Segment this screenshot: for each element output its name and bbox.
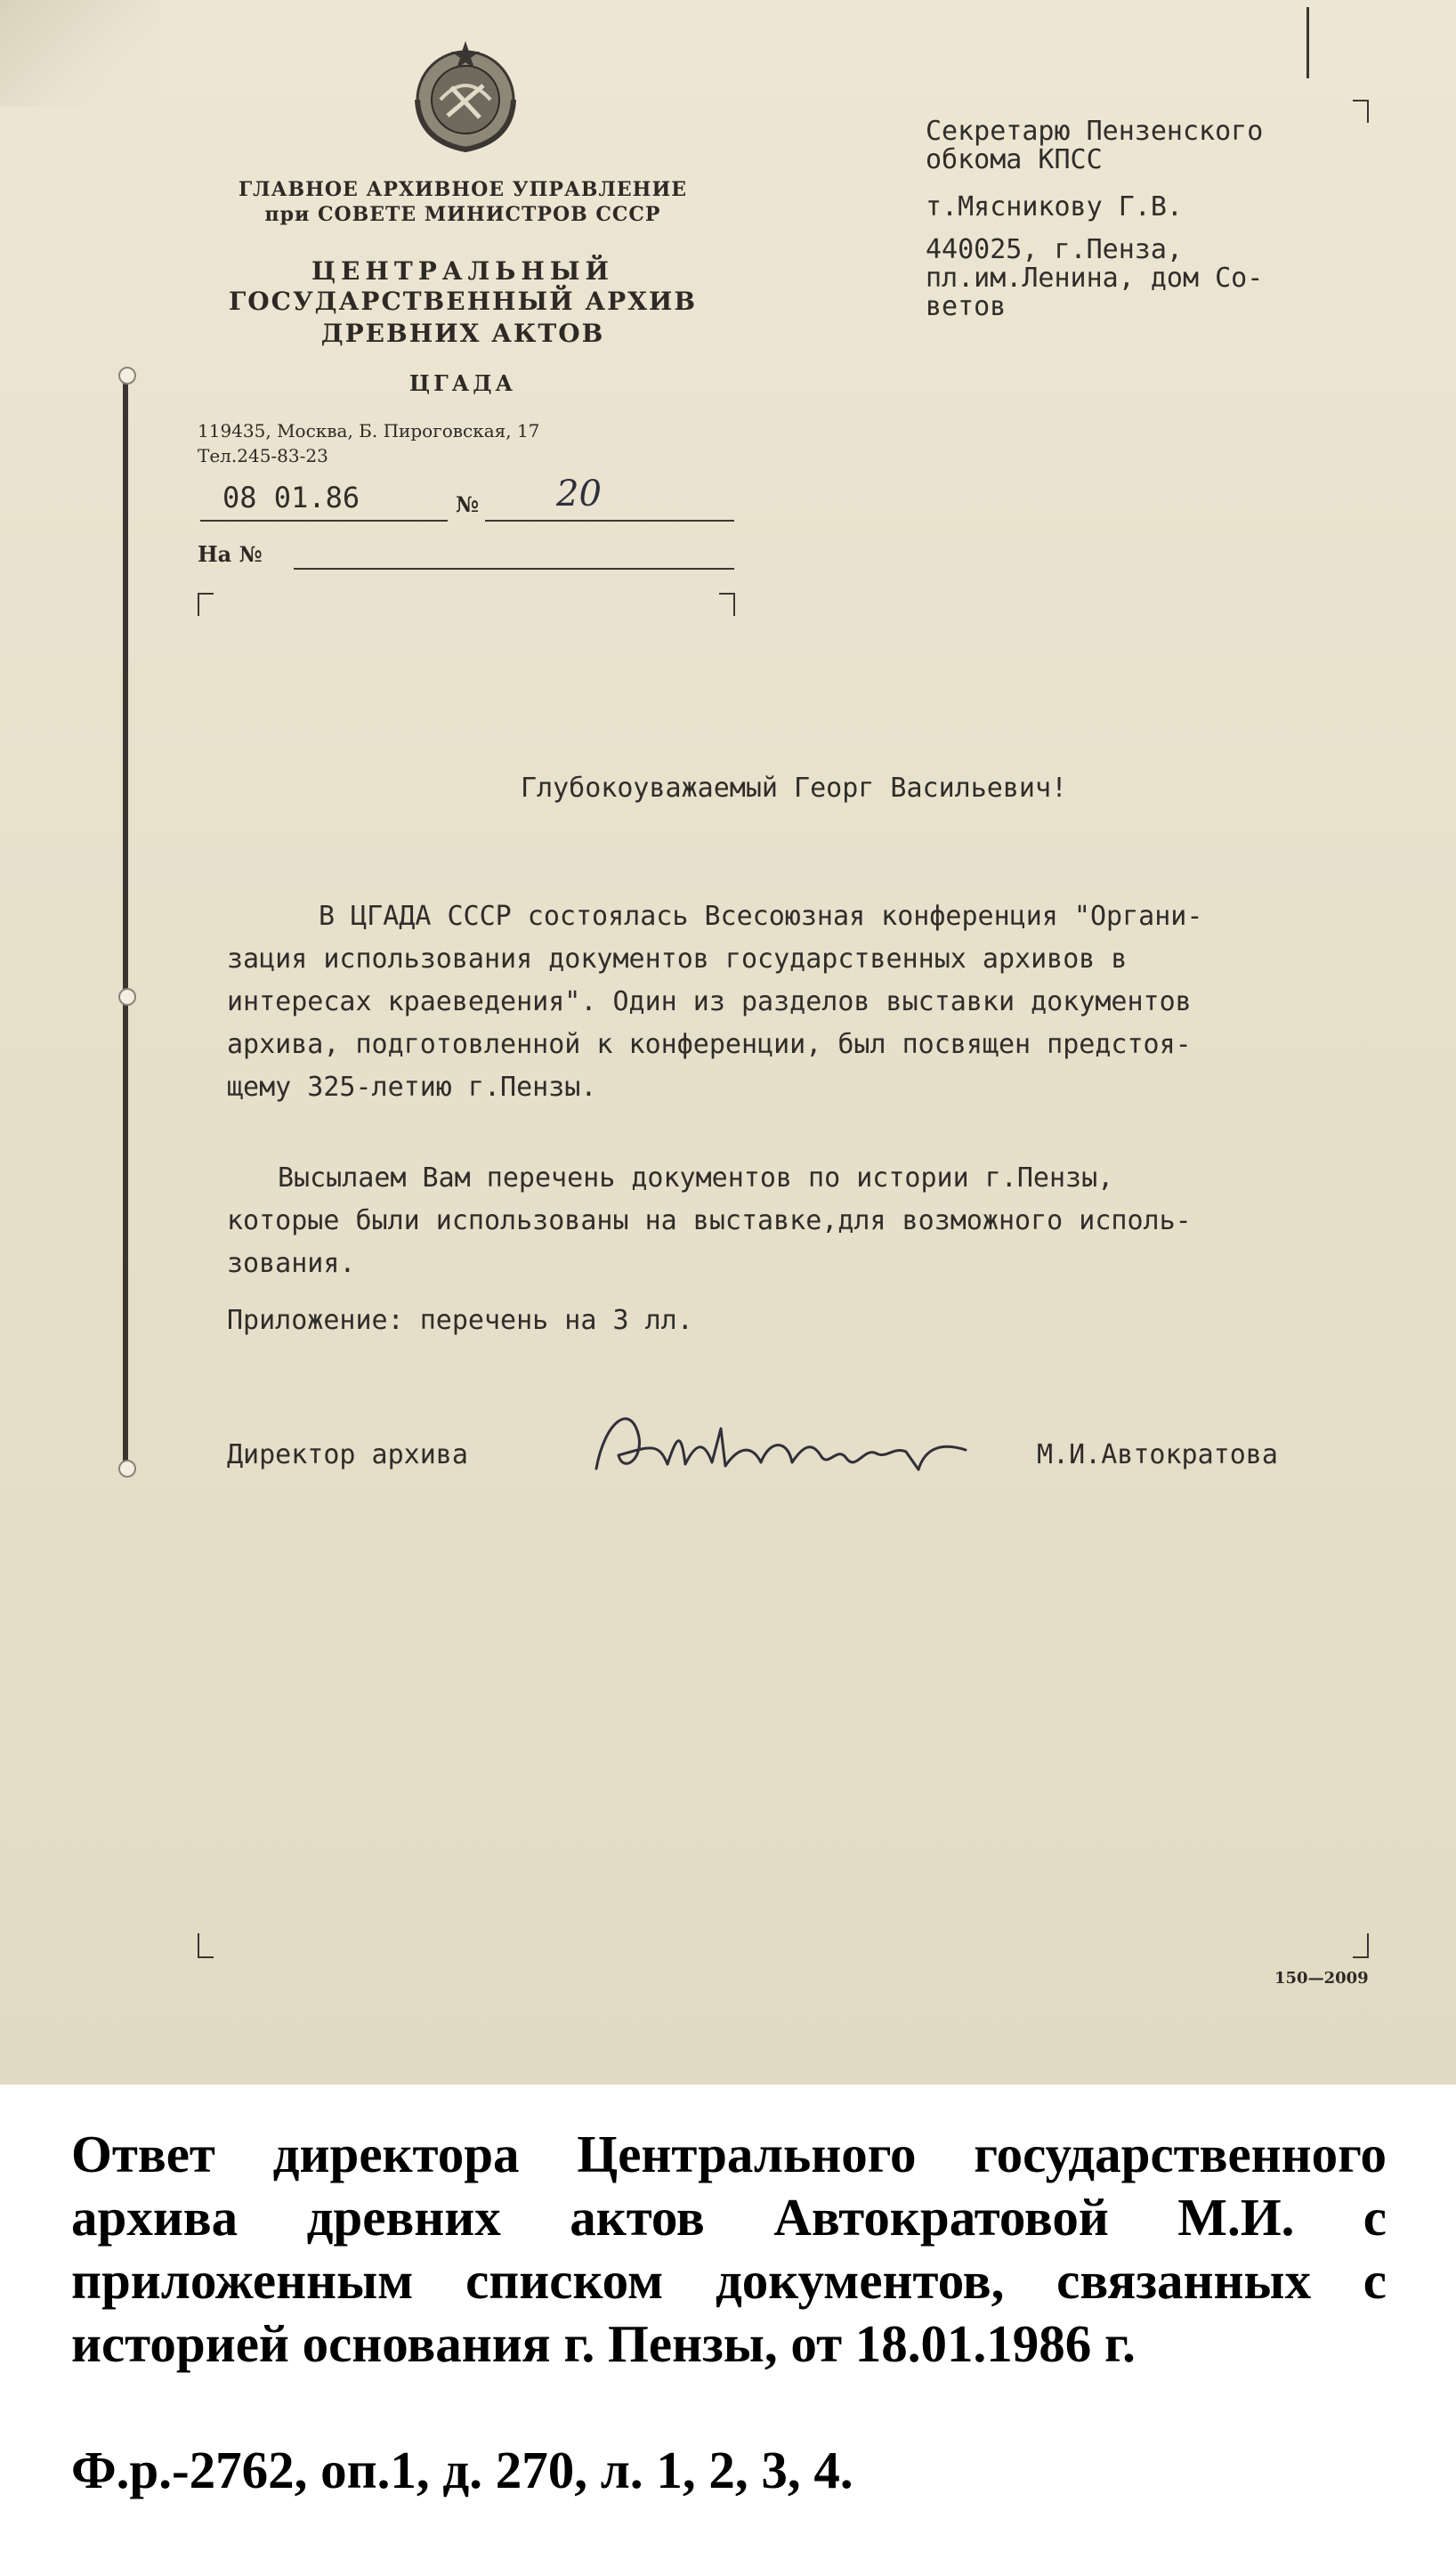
recipient-line: 440025, г.Пенза,	[926, 234, 1183, 265]
ministry-name: ГЛАВНОЕ АРХИВНОЕ УПРАВЛЕНИЕ	[238, 178, 688, 201]
body-line: зация использования документов государственных архивов в	[227, 943, 1128, 975]
handwritten-signature	[570, 1384, 988, 1500]
number-label: №	[456, 491, 480, 517]
binding-thread	[123, 372, 128, 1474]
thread-knot	[118, 1460, 136, 1478]
archive-phone: Тел.245-83-23	[198, 445, 328, 466]
margin-mark	[1306, 7, 1309, 78]
archive-abbreviation: ЦГАДА	[408, 370, 517, 396]
recipient-line: обкома КПСС	[926, 144, 1103, 175]
archive-name-line-3: ДРЕВНИХ АКТОВ	[320, 319, 605, 348]
body-line: зования.	[227, 1248, 356, 1279]
body-line: В ЦГАДА СССР состоялась Всесоюзная конференция "Органи-	[319, 901, 1203, 932]
thread-knot	[118, 988, 136, 1006]
thread-knot	[118, 367, 136, 385]
body-line: которые были использованы на выставке,для возможного исполь-	[227, 1205, 1192, 1236]
attachment-note: Приложение: перечень на 3 лл.	[227, 1305, 693, 1336]
corner-mark	[1353, 1933, 1369, 1958]
archive-name-line-1: ЦЕНТРАЛЬНЫЙ	[311, 256, 614, 286]
archive-name-line-2: ГОСУДАРСТВЕННЫЙ АРХИВ	[228, 287, 698, 316]
corner-mark	[198, 1933, 214, 1958]
date-underline	[200, 520, 448, 522]
body-line: щему 325-летию г.Пензы.	[227, 1072, 597, 1103]
corner-mark	[198, 593, 214, 616]
ussr-coat-of-arms-icon	[405, 36, 526, 157]
reference-label: На №	[198, 541, 263, 567]
letter-greeting: Глубокоуважаемый Георг Васильевич!	[521, 773, 1068, 804]
body-line: интересах краеведения". Один из разделов выставки документов	[227, 986, 1192, 1017]
archive-caption: Ответ директора Центрального государственного архива древних актов Автократовой М.И. с приложенным списком документов, связанных с историей основания г. Пензы, от 18.01.1986 г.	[71, 2125, 1387, 2373]
letter-date: 08 01.86	[222, 481, 360, 514]
ministry-subline: при СОВЕТЕ МИНИСТРОВ СССР	[264, 203, 661, 226]
letter-number: 20	[556, 474, 602, 514]
body-line: архива, подготовленной к конференции, был посвящен предстоя-	[227, 1029, 1192, 1060]
recipient-line: пл.им.Ленина, дом Со-	[926, 263, 1264, 294]
body-line: Высылаем Вам перечень документов по истории г.Пензы,	[278, 1162, 1114, 1194]
corner-mark	[719, 593, 735, 616]
recipient-line: ветов	[926, 291, 1007, 322]
signer-name: М.И.Автократова	[1037, 1439, 1278, 1470]
corner-mark	[1353, 100, 1369, 123]
form-code: 150—2009	[1274, 1969, 1369, 1988]
folded-corner	[0, 0, 160, 107]
number-underline	[485, 520, 734, 522]
archive-reference: Ф.р.-2762, оп.1, д. 270, л. 1, 2, 3, 4.	[71, 2441, 853, 2499]
recipient-line: Секретарю Пензенского	[926, 116, 1264, 147]
signer-title: Директор архива	[227, 1439, 468, 1470]
reference-underline	[294, 568, 734, 570]
archive-address: 119435, Москва, Б. Пироговская, 17	[198, 420, 540, 441]
recipient-line: т.Мясникову Г.В.	[926, 191, 1183, 223]
